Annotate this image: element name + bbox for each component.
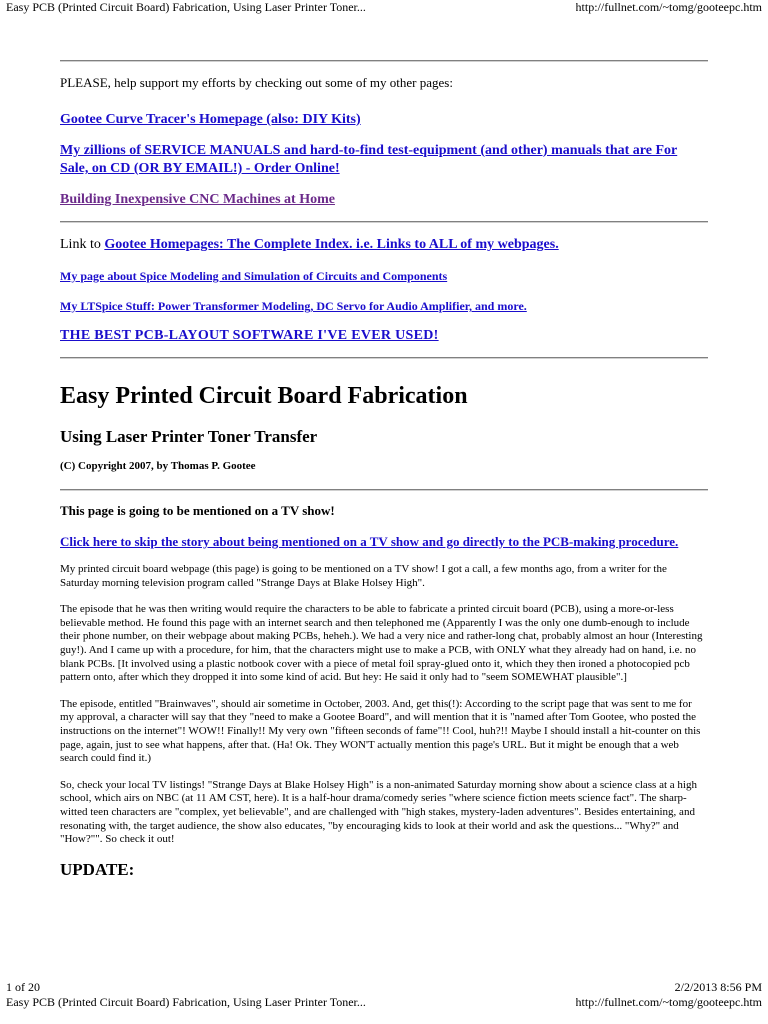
tv-notice: This page is going to be mentioned on a TV show! [60, 503, 335, 518]
divider [60, 489, 708, 491]
print-footer-top [6, 980, 762, 994]
print-footer-bottom [6, 995, 762, 1009]
support-text: PLEASE, help support my efforts by checking out some of my other pages: [60, 75, 453, 90]
print-header [6, 0, 762, 14]
service-manuals-link[interactable]: My zillions of SERVICE MANUALS and hard-to-find test-equipment (and other) manuals that are For Sale, on CD (OR BY EMAIL!) - Order Online! [60, 143, 678, 176]
cnc-machines-link[interactable]: Building Inexpensive CNC Machines at Home [60, 192, 335, 207]
paragraph: The episode that he was then writing would require the characters to be able to fabricate a printed circuit board (PCB), using a more-or-less believable method. He found this page with an internet search and then telephoned me (Apparently I was the only one dumb-enough to include their phone number, on their webpage about making PCBs, heheh.). We had a very nice and rather-long chat, probably almost an hour (Interesting guy!). And I came up with a procedure, for him, that the characters might use to make a PCB, with ONLY what they already had on hand, i.e. no blank PCBs. [It involved using a plastic notbook cover with a piece of metal foil spray-glued onto it, which they then ironed a photocopied pcb pattern onto, after which they dropped it into some kind of acid. But hey: He said it only had to "seem SOMEWHAT plausible".] [60, 603, 703, 684]
paragraph: So, check your local TV listings! "Strange Days at Blake Holsey High" is a non-animated Saturday morning show about a science class at a high school, which airs on NBC (at 11 AM CST, here). It is a half-hour drama/comedy series "where science fiction meets science fact". The sharp-witted teen characters are "complex, yet believable", and are challenged with "high stakes, mystery-laden adventures". Besides entertaining, and resonating with, the target audience, the show also educates, "by encouraging kids to look at their world and ask the questions... "Why?" and "How?"". So check it out! [60, 778, 697, 846]
copyright-line: (C) Copyright 2007, by Thomas P. Gootee [60, 460, 256, 472]
divider [60, 357, 708, 359]
curve-tracer-link[interactable]: Gootee Curve Tracer's Homepage (also: DIY Kits) [60, 112, 361, 127]
article-title: Easy Printed Circuit Board Fabrication [60, 383, 468, 409]
print-datetime: 2/2/2013 8:56 PM [674, 980, 762, 994]
divider [60, 221, 708, 223]
homepages-index-link[interactable]: Gootee Homepages: The Complete Index. i.e. Links to ALL of my webpages. [104, 237, 559, 252]
ltspice-link[interactable]: My LTSpice Stuff: Power Transformer Modeling, DC Servo for Audio Amplifier, and more. [60, 299, 527, 313]
update-heading: UPDATE: [60, 859, 135, 879]
paragraph: My printed circuit board webpage (this page) is going to be mentioned on a TV show! I got a call, a few months ago, from a writer for the Saturday morning television program called "Strange Days at Blake Holsey High". [60, 563, 667, 589]
skip-to-procedure-link[interactable]: Click here to skip the story about being mentioned on a TV show and go directly to the PCB-making procedure. [60, 534, 679, 549]
link-to-line [60, 236, 708, 254]
best-pcb-software-link[interactable]: THE BEST PCB-LAYOUT SOFTWARE I'VE EVER USED! [60, 328, 439, 343]
header-url: http://fullnet.com/~tomg/gooteepc.htm [575, 0, 762, 14]
divider [60, 60, 708, 62]
paragraph: The episode, entitled "Brainwaves", should air sometime in October, 2003. And, get this(!): According to the script page that was sent to me for my approval, a character will say that they "need to make a Gootee Board", and will mention that it is "named after Tom Gootee, who posted the instructions on the internet"! WOW!! Finally!! My very own "fifteen seconds of fame"!! Cool, huh?!! Maybe I should install a hit-counter on this page, again, just to see what happens, after that. (Ha! Ok. They WON'T actually mention this page's URL. But it might be enough that a web search could find it.) [60, 697, 701, 765]
link-to-prefix: Link to [60, 237, 101, 252]
footer-url: http://fullnet.com/~tomg/gooteepc.htm [575, 995, 762, 1009]
article-body [60, 563, 708, 847]
page-count: 1 of 20 [6, 980, 40, 994]
header-title: Easy PCB (Printed Circuit Board) Fabrication, Using Laser Printer Toner... [6, 0, 366, 14]
article-subtitle: Using Laser Printer Toner Transfer [60, 427, 318, 446]
page-content [60, 60, 708, 880]
spice-modeling-link[interactable]: My page about Spice Modeling and Simulation of Circuits and Components [60, 269, 448, 283]
footer-title: Easy PCB (Printed Circuit Board) Fabrication, Using Laser Printer Toner... [6, 995, 366, 1009]
